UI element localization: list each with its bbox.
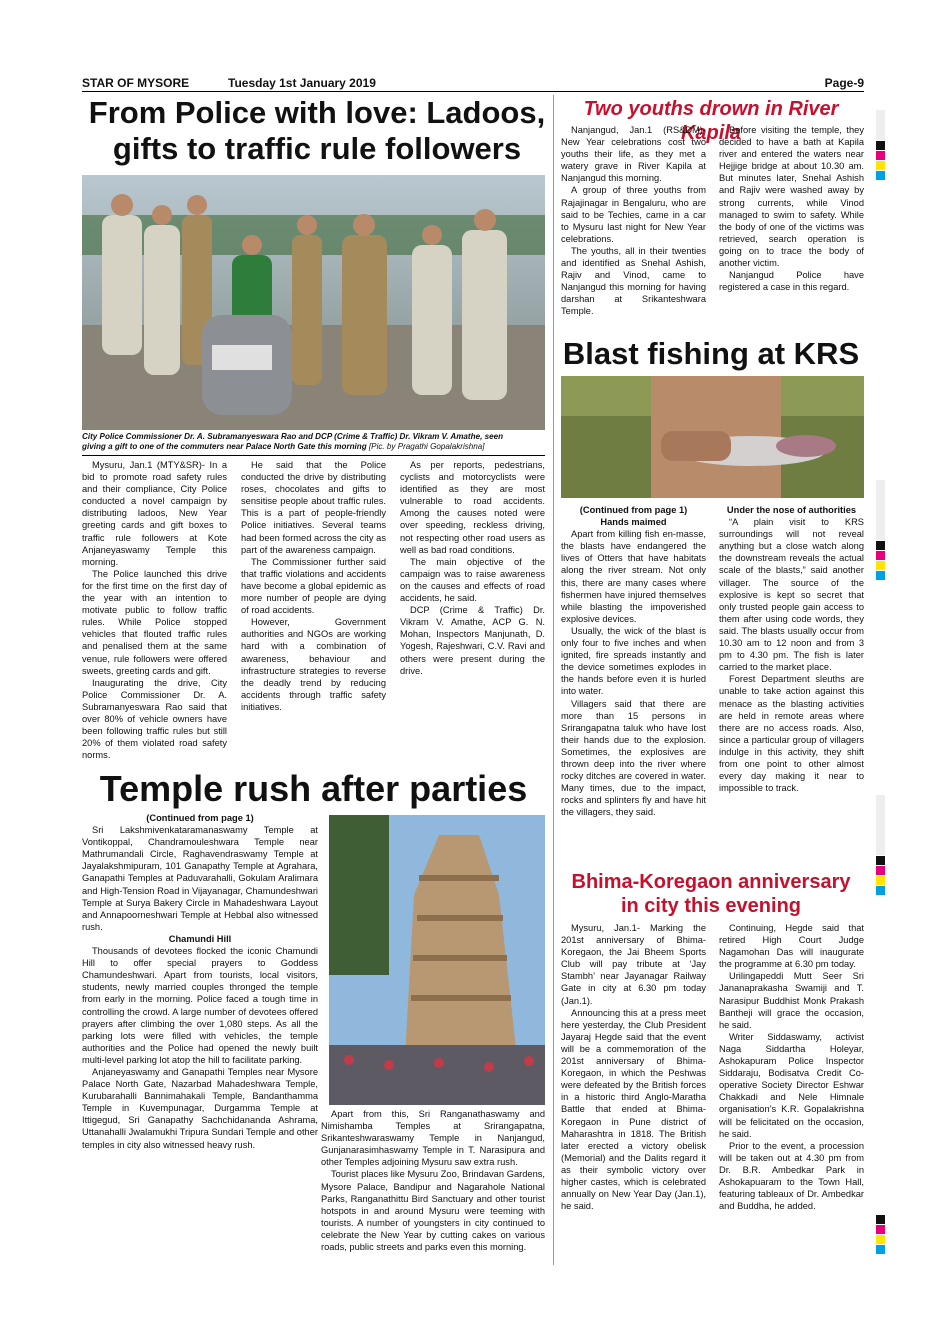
police-para-1: Mysuru, Jan.1 (MTY&SR)- In a bid to promote road safety rules and their compliance, City Police conducted a novel campaign by distributing ladoos, New Year greeting cards and gift boxes to traffic rule followers at Kote Anjaneyaswamy Temple this morning. [82, 460, 227, 567]
blast-para-2: Usually, the wick of the blast is only four to five inches and when ignited, fire spreads instantly and the device sometimes explodes in the hands before even it is hurled into water. [561, 625, 706, 697]
police-para-2: The Police launched this drive for the first time on the first day of the year with an intention to motivate public to follow traffic rules. While Police stopped vehicles that flouted traffic rules and penalised them at the same venue, rule followers were offered sweets, greeting cards and gift. [82, 568, 227, 676]
paper-name: STAR OF MYSORE [82, 76, 190, 90]
police-photo-image [82, 175, 545, 430]
temple-photo [329, 815, 545, 1105]
police-para-3a: Inaugurating the drive, City Police Commissioner Dr. A. Subramanyeswara Rao said that over 80% of vehicle owners have been following traffic rules but still 20% of them violated road safety norms. [82, 677, 227, 761]
caption-credit: [Pic. by Pragathi Gopalakrishna] [368, 442, 485, 451]
blast-continued: (Continued from page 1) [579, 505, 688, 515]
temple-headline: Temple rush after parties [99, 768, 528, 809]
cmyk-marks-4 [876, 1215, 885, 1255]
police-headline [82, 95, 552, 167]
kapila-column-2 [719, 124, 864, 293]
temple-para-5: Tourist places like Mysuru Zoo, Brindavan Gardens, Mysore Palace, Bandipur and Nagarahole National Parks, Ranganathittu Bird Sanctuary and other tourist hotspots in and around Mysuru were teeming with tourists. A number of youngsters in city continued to celebrate the New Year by cutting cakes on various roads, public streets and parks even this morning. [321, 1169, 545, 1253]
police-column-1 [82, 459, 227, 761]
bhima-para-6: Prior to the event, a procession will be taken out at 4.30 pm from Dr. B.R. Ambedkar Park in Ashokapuaram to the Town Hall, featuring tableaux of Dr. Ambedkar and Buddha, he added. [719, 1140, 864, 1212]
bhima-headline-line1: Bhima-Koregaon anniversary [571, 871, 851, 893]
bhima-para-3: Continuing, Hegde said that retired High Court Judge Nagamohan Das will inaugurate the programme at 6.30 pm today. [719, 923, 864, 970]
kapila-headline: Two youths drown in River Kapila [583, 98, 839, 144]
police-photo [82, 175, 545, 430]
caption-line1: City Police Commissioner Dr. A. Subramanyeswara Rao and DCP (Crime & Traffic) Dr. Vikram V. Amathe, seen [82, 432, 504, 441]
bhima-column-1 [561, 922, 706, 1212]
police-column-2 [241, 459, 386, 713]
police-para-7: As per reports, pedestrians, cyclists and motorcyclists were identified as they are most vulnerable to road accidents. Among the causes noted were over speeding, reckless driving, not respecting other road users as well as bad road conditions. [400, 460, 545, 555]
caption-rule [82, 455, 545, 456]
page-number: Page-9 [824, 76, 864, 90]
cmyk-marks-1 [876, 110, 885, 181]
blast-para-4: “A plain visit to KRS surroundings will not reveal anything but a close watch along the downstream reveals the actual scale of the blasts,” said another villager. The source of the explosive is kept so secret that only trusted people gain access to them after using code words, they said. The blasts usually occur from 10.30 am to 12 noon and from 3 pm to 4.30 pm. The fish is later carried to the market place. [719, 517, 864, 673]
masthead-rule [82, 91, 864, 92]
issue-date: Tuesday 1st January 2019 [228, 76, 376, 90]
column-rule [553, 95, 554, 1265]
temple-column-1 [82, 812, 318, 1151]
bhima-para-1: Mysuru, Jan.1- Marking the 201st anniversary of Bhima-Koregaon, the Jai Bheem Sports Club will pay tribute at ‘Jay Stambh’ near Jayanagar Railway Gate in city at 6.30 pm today (Jan.1). [561, 923, 706, 1006]
blast-photo-image [561, 376, 864, 498]
blast-column-1 [561, 504, 706, 818]
temple-continued: (Continued from page 1) [146, 813, 254, 823]
bhima-column-2 [719, 922, 864, 1212]
temple-para-3: Anjaneyaswamy and Ganapathi Temples near Mysore Palace North Gate, Nazarbad Mahadeshwara Temple, Kurubarahalli Bannimahakali Temple, Bandanthamma Temple in Kuvempunagar, Durgamma Temple at Ittigegud, Sri Ganapathy Sachchidananda Ashrama, Uttanahalli Jwalamukhi Tripura Sundari Temple and other temples in city also witnessed heavy rush. [82, 1066, 318, 1150]
blast-subhead-2: Under the nose of authorities [726, 505, 857, 515]
police-headline-line2: gifts to traffic rule followers [112, 131, 522, 166]
temple-para-1: Sri Lakshmivenkataramanaswamy Temple at Vontikoppal, Chandramouleshwara Temple near Mathrumandali Circle, Raghavendraswamy Temple at Jayalakshmipuram, 101 Ganapathy Temple at Agrahara, Ganapathi Temples at Paduvarahalli, Gokulam Aralimara and High-Tension Road in Vijayanagar, Chamundeshwari Temple at Surya Bakery Circle in Mahadeshwara Layout and Annapoorneshwari Temple at Hebbal also witnessed rush. [82, 825, 318, 932]
kapila-para-1: Nanjangud, Jan.1 (RS&DM)- New Year celebrations cost two youths their life, as they met a watery grave in River Kapila at Nanjangud this morning. [561, 125, 706, 184]
blast-subhead-1: Hands maimed [600, 517, 667, 528]
bhima-headline [557, 870, 865, 918]
kapila-para-5: Nanjangud Police have registered a case in this regard. [719, 270, 864, 293]
kapila-para-3: The youths, all in their twenties and identified as Snehal Ashish, Rajiv and Vinod, came to Nanjangud this morning for having darshan at Srikanteshwara Temple. [561, 245, 706, 317]
blast-para-3: Villagers said that there are more than 15 persons in Srirangapatna taluk who have lost their hands due to the explosion. Sometimes, the explosives are thrown deep into the river where rocky ditches are covered in water. Many times, due to the impact, rocks and splinters fly and have hit the villagers, they said. [561, 698, 706, 818]
bhima-headline-line2: in city this evening [620, 895, 802, 917]
blast-headline: Blast fishing at KRS [562, 336, 860, 371]
bhima-para-4: Urilingapeddi Mutt Seer Sri Jananaprakasha Swamiji and T. Narasipur Buddhist Monk Prakash Bantheji will grace the occasion, he said. [719, 971, 864, 1030]
blast-column-2 [719, 504, 864, 794]
bhima-para-2: Announcing this at a press meet here yesterday, the Club President Jayaraj Hegde said that the event will be a commemoration of the 201st anniversary of Bhima-Koregaon, in which the Peshwas were defeated by the British forces in a historic third Anglo-Maratha Battle that ended at Bhima-Koregaon in Pune district of Maharashtra in 1818. The British later erected a victory obelisk (Memorial) and the Dalits regard it as their symbolic victory over higher castes, which is celebrated annually on New Year Day (Jan.1), he said. [561, 1007, 706, 1212]
police-column-3 [400, 459, 545, 677]
temple-para-2: Thousands of devotees flocked the iconic Chamundi Hill to offer special prayers to Goddess Chamundeshwari. Apart from tourists, local visitors, students, newly married couples thronged the temple from early in the morning. Police faced a tough time in controlling the crowd. A large number of devotees offered prayers after climbing the over 1,080 steps. As all the parking lots were filled with vehicles, the temple authorities and the Police had opened the newly built multi-level parking lot atop the hill to facilitate parking. [82, 946, 318, 1065]
police-para-6: However, Government authorities and NGOs are working hard with a combination of awareness, behaviour and infrastructure strategies to reverse the deadly trend by reducing accidents through traffic safety initiatives. [241, 617, 386, 712]
caption-line2: giving a gift to one of the commuters near Palace North Gate this morning [82, 442, 367, 451]
blast-photo [561, 376, 864, 498]
cmyk-marks-2 [876, 480, 885, 581]
police-para-9: DCP (Crime & Traffic) Dr. Vikram V. Amathe, ACP G. N. Mohan, Inspectors Manjunath, D. Yogesh, Rajeshwari, C.V. Ravi and others were present during the drive. [400, 605, 545, 676]
kapila-para-2: A group of three youths from Rajajinagar in Bengaluru, who are said to be Techies, came in a car to Mysuru last night for New Year celebrations. [561, 185, 706, 244]
kapila-para-4: Before visiting the temple, they decided to have a bath at Kapila river and entered the waters near Hejjige bridge at about 10.30 am. But minutes later, Snehal Ashish and Rajiv were washed away by strong currents, while Vinod managed to swim to safety. While the body of one of the victims was retrieved, search operation is going on to trace the body of another victim. [719, 125, 864, 269]
cmyk-marks-3 [876, 795, 885, 896]
police-headline-line1: From Police with love: Ladoos, [88, 95, 546, 130]
masthead [82, 76, 864, 92]
police-para-4: He said that the Police conducted the drive by distributing roses, chocolates and gifts to sensitise people about traffic rules. This is a part of people-friendly Police initiatives. Several teams had been formed across the city as part of the awareness campaign. [241, 460, 386, 555]
temple-column-2 [321, 1108, 545, 1253]
blast-para-5: Forest Department sleuths are unable to take action against this menace as the blasting activities are held in remote areas where there are no access roads. Also, since a particular group of villagers indulge in this activity, they shift from one point to other almost every day making it near to impossible to track. [719, 674, 864, 794]
temple-para-4: Apart from this, Sri Ranganathaswamy and Nimishamba Temples at Srirangapatna, Srikanteshwaraswamy Temple in Nanjangud, Gunjanarasimhaswamy Temple in T. Narasipura and other Temples adjoining Mysuru saw extra rush. [321, 1109, 545, 1168]
kapila-column-1 [561, 124, 706, 318]
temple-subhead: Chamundi Hill [168, 933, 232, 944]
police-caption [82, 432, 545, 452]
police-para-5: The Commissioner further said that traffic violations and accidents have become a global epidemic as more number of people are dying of road accidents. [241, 556, 386, 616]
temple-photo-image [329, 815, 545, 1105]
blast-para-1: Apart from killing fish en-masse, the blasts have endangered the lives of Otters that have habitats along the river stream. Not only this, there are many cases where fishermen have injured themselves while blasting the impoverished explosive devices. [561, 529, 706, 624]
police-para-8: The main objective of the campaign was to raise awareness on the causes and effects of road accidents, he said. [400, 556, 545, 604]
bhima-para-5: Writer Siddaswamy, activist Naga Siddartha Holeyar, Ashokapuram Police Inspector Siddaraju, Bodisatva Credit Co-operative Society Director Eshwar Chakkadi and Nele Himnale organisation’s K.R. Gopalakrishna will be felicitated on the occasion, he said. [719, 1031, 864, 1139]
